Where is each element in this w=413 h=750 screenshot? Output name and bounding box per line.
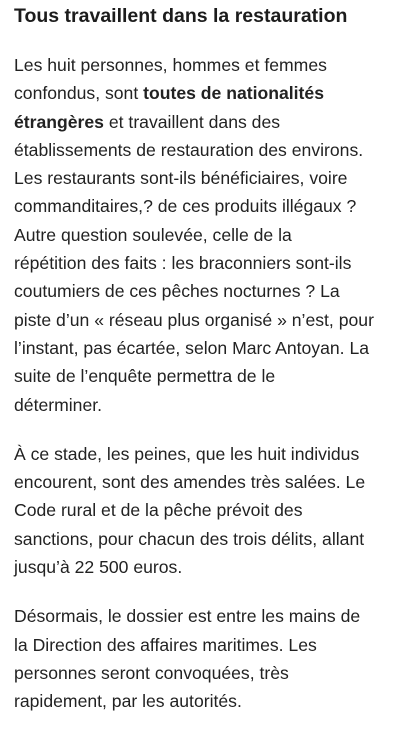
paragraph-line <box>14 249 399 277</box>
paragraph-line <box>14 602 399 630</box>
paragraph-line <box>14 362 399 390</box>
text-run: sanctions, pour chacun des trois délits, allant <box>14 528 365 549</box>
paragraph-line <box>14 659 399 687</box>
text-run: Autre question soulevée, celle de la <box>14 224 292 245</box>
text-run: la Direction des affaires maritimes. Les <box>14 634 317 655</box>
text-run: répétition des faits : les braconniers sont-ils <box>14 253 352 274</box>
paragraph-line <box>14 136 399 164</box>
text-run: Les huit personnes, hommes et femmes <box>14 55 327 75</box>
paragraph-line <box>14 51 399 79</box>
text-run: et travaillent dans des <box>103 111 281 132</box>
text-run: rapidement, par les autorités. <box>14 691 242 712</box>
text-run: établissements de restauration des environs. <box>14 139 364 160</box>
paragraph-line <box>14 687 399 715</box>
paragraph-line <box>14 334 399 362</box>
text-run: coutumiers de ces pêches nocturnes ? La <box>14 281 340 302</box>
text-run: piste d’un « réseau plus organisé » n’est, pour <box>14 309 374 330</box>
paragraph-line <box>14 525 399 553</box>
text-run: encourent, sont des amendes très salées. Le <box>14 472 366 493</box>
paragraph-line <box>14 631 399 659</box>
text-run: jusqu’à 22 500 euros. <box>14 557 183 578</box>
emphasized-text: toutes de nationalités <box>143 83 324 104</box>
text-run: Désormais, le dossier est entre les mains de <box>14 606 361 627</box>
paragraph-line <box>14 221 399 249</box>
paragraph-line <box>14 306 399 334</box>
text-run: personnes seront convoquées, très <box>14 662 289 683</box>
section-heading: Tous travaillent dans la restauration <box>14 5 348 27</box>
paragraph <box>14 602 399 715</box>
text-run: Les restaurants sont-ils bénéficiaires, voire <box>14 168 348 189</box>
text-run: l’instant, pas écartée, selon Marc Antoyan. La <box>14 337 370 358</box>
text-run: À ce stade, les peines, que les huit individus <box>14 443 360 464</box>
paragraph-line <box>14 164 399 192</box>
paragraph-line <box>14 391 399 419</box>
text-run: confondus, sont <box>14 83 144 104</box>
paragraph-line <box>14 108 399 136</box>
emphasized-text: étrangères <box>14 111 104 132</box>
text-run: commanditaires,? de ces produits illégaux ? <box>14 196 357 217</box>
paragraph-line <box>14 496 399 524</box>
paragraph-line <box>14 277 399 305</box>
paragraph <box>14 440 399 581</box>
paragraph-line <box>14 553 399 581</box>
text-run: Code rural et de la pêche prévoit des <box>14 500 303 521</box>
paragraph-line <box>14 192 399 220</box>
paragraph <box>14 51 399 419</box>
paragraph-line <box>14 440 399 468</box>
text-run: déterminer. <box>14 394 103 415</box>
paragraph-line <box>14 468 399 496</box>
text-run: suite de l’enquête permettra de le <box>14 366 276 387</box>
paragraph-line <box>14 79 399 107</box>
